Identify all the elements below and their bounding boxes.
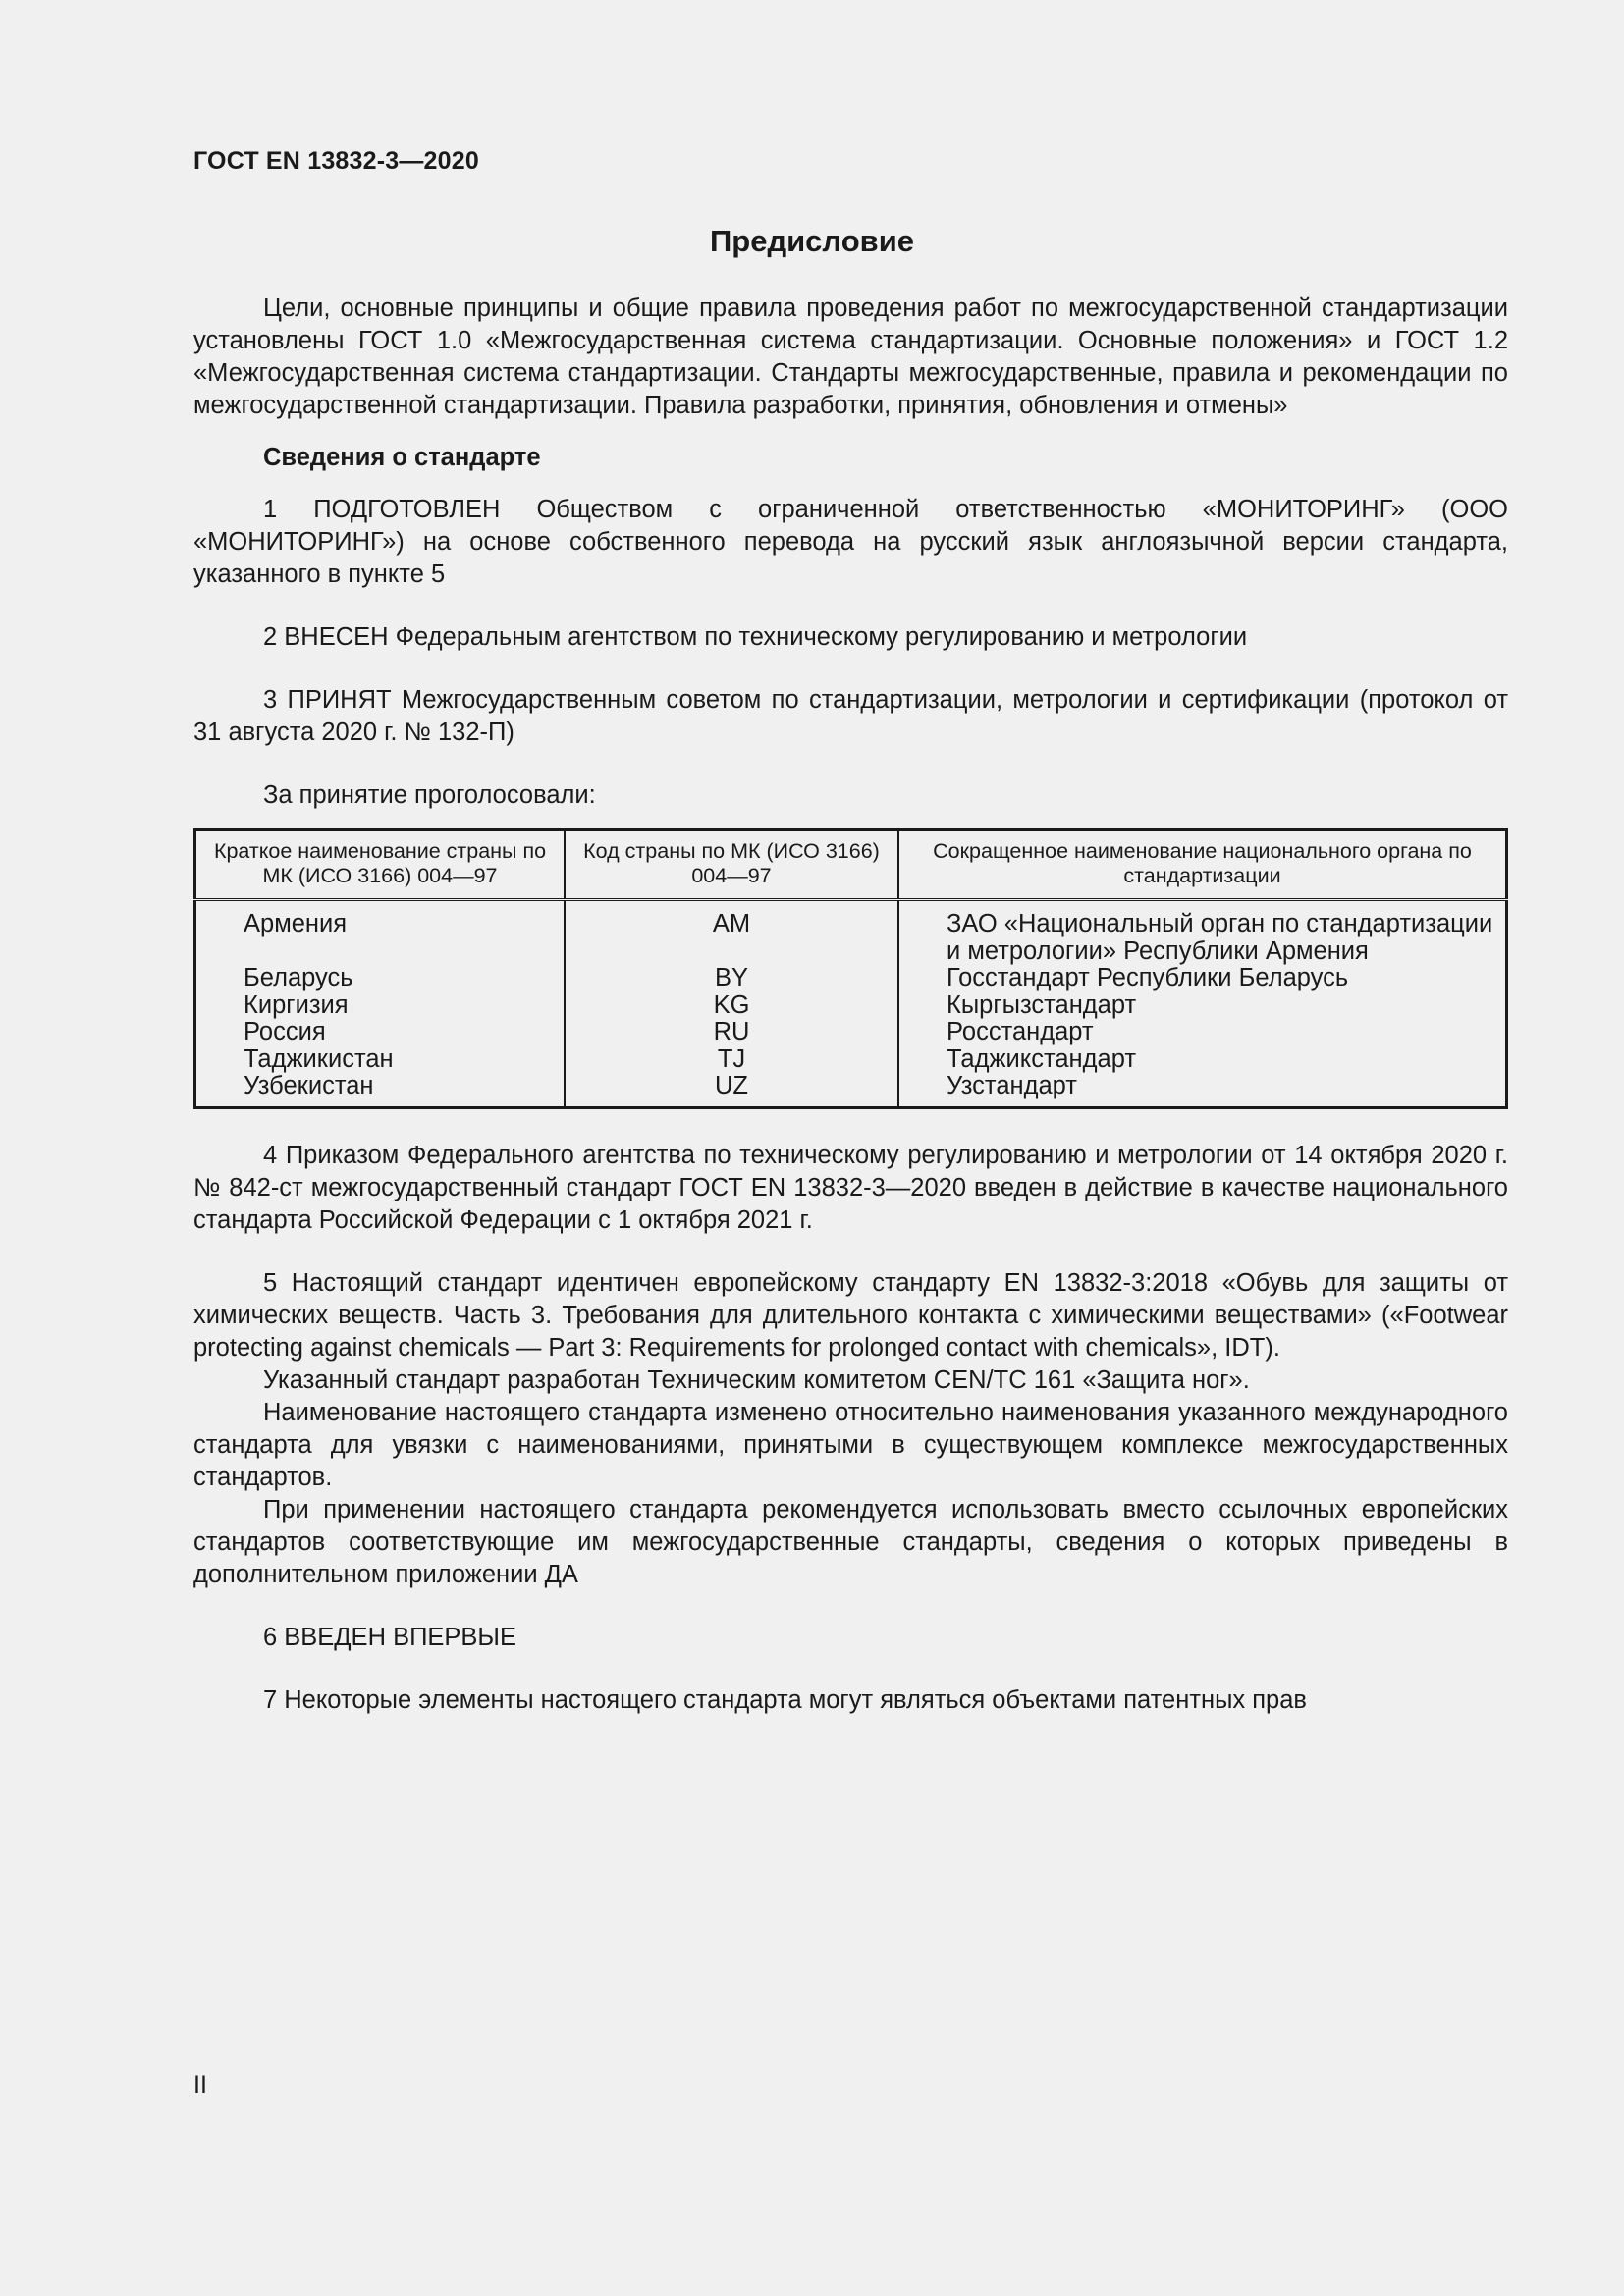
organization-cell: Кыргызстандарт xyxy=(898,992,1507,1020)
table-row xyxy=(195,965,1507,992)
organization-cell: Узстандарт xyxy=(898,1073,1507,1107)
item-3-paragraph: 3 ПРИНЯТ Межгосударственным советом по стандартизации, метрологии и сертификации (протокол от 31 августа 2020 г. № 132-П) xyxy=(193,686,1508,746)
document-code-header: ГОСТ EN 13832-3—2020 xyxy=(193,147,479,175)
organization-cell: Госстандарт Республики Беларусь xyxy=(898,965,1507,992)
code-cell: AM xyxy=(565,900,898,966)
table-row xyxy=(195,1073,1507,1107)
code-cell: KG xyxy=(565,992,898,1020)
item-1-paragraph: 1 ПОДГОТОВЛЕН Обществом с ограниченной ответственностью «МОНИТОРИНГ» (ООО «МОНИТОРИНГ») на основе собственного перевода на русский язык англоязычной версии стандарта, указанного в пункте 5 xyxy=(193,496,1508,588)
item-5-references-paragraph: При применении настоящего стандарта рекомендуется использовать вместо ссылочных европейских стандартов соответствующие им межгосударственные стандарты, сведения о которых приведены в дополнительном приложении ДА xyxy=(193,1495,1508,1588)
item-5-name-change-paragraph: Наименование настоящего стандарта изменено относительно наименования указанного международного стандарта для увязки с наименованиями, принятыми в существующем комплексе межгосударственных стандартов. xyxy=(193,1398,1508,1491)
table-header-code: Код страны по МК (ИСО 3166) 004—97 xyxy=(565,830,898,900)
item-4-paragraph: 4 Приказом Федерального агентства по техническому регулированию и метрологии от 14 октября 2020 г. № 842-ст межгосударственный стандарт ГОСТ EN 13832-3—2020 введен в действие в качестве национального стандарта Российской Федерации с 1 октября 2021 г. xyxy=(193,1141,1508,1234)
table-row xyxy=(195,1019,1507,1046)
table-header-row xyxy=(195,830,1507,900)
country-cell: Киргизия xyxy=(244,990,349,1019)
section-heading: Сведения о стандарте xyxy=(263,444,541,471)
code-cell: BY xyxy=(565,965,898,992)
item-5-paragraph: 5 Настоящий стандарт идентичен европейскому стандарту EN 13832-3:2018 «Обувь для защиты от химических веществ. Часть 3. Требования для длительного контакта с химическими веществами» («Footwear protecting against chemicals — Part 3: Requirements for prolonged contact with chemicals», IDT). xyxy=(193,1268,1508,1362)
item-2-paragraph: 2 ВНЕСЕН Федеральным агентством по техническому регулированию и метрологии xyxy=(263,623,1248,651)
country-cell: Россия xyxy=(244,1018,326,1045)
table-row xyxy=(195,992,1507,1020)
code-cell: TJ xyxy=(565,1046,898,1074)
country-cell: Таджикистан xyxy=(244,1044,394,1073)
voting-table xyxy=(193,828,1508,1109)
item-7-paragraph: 7 Некоторые элементы настоящего стандарта могут являться объектами патентных прав xyxy=(263,1685,1307,1714)
country-cell: Узбекистан xyxy=(244,1072,374,1099)
table-header-organization: Сокращенное наименование национального органа по стандартизации xyxy=(898,830,1507,900)
intro-paragraph: Цели, основные принципы и общие правила проведения работ по межгосударственной стандартизации установлены ГОСТ 1.0 «Межгосударственная система стандартизации. Основные положения» и ГОСТ 1.2 «Межгосударственная система стандартизации. Стандарты межгосударственные, правила и рекомендации по межгосударственной стандартизации. Правила разработки, принятия, обновления и отмены» xyxy=(193,294,1508,419)
page-number: II xyxy=(193,2071,207,2099)
organization-cell: ЗАО «Национальный орган по стандартизации и метрологии» Республики Армения xyxy=(898,900,1507,966)
page-title: Предисловие xyxy=(709,224,914,258)
code-cell: RU xyxy=(565,1019,898,1046)
organization-cell: Росстандарт xyxy=(898,1019,1507,1046)
country-cell: Беларусь xyxy=(244,964,353,991)
voted-label: За принятие проголосовали: xyxy=(263,781,596,809)
item-6-paragraph: 6 ВВЕДЕН ВПЕРВЫЕ xyxy=(263,1623,517,1651)
content-body xyxy=(193,293,1508,1717)
table-row xyxy=(195,900,1507,966)
table-header-country: Краткое наименование страны по МК (ИСО 3166) 004—97 xyxy=(195,830,566,900)
country-cell: Армения xyxy=(244,910,348,937)
table-row xyxy=(195,1046,1507,1074)
item-5-committee-paragraph: Указанный стандарт разработан Техническим комитетом CEN/TC 161 «Защита ног». xyxy=(263,1365,1250,1394)
code-cell: UZ xyxy=(565,1073,898,1107)
organization-cell: Таджикстандарт xyxy=(898,1046,1507,1074)
